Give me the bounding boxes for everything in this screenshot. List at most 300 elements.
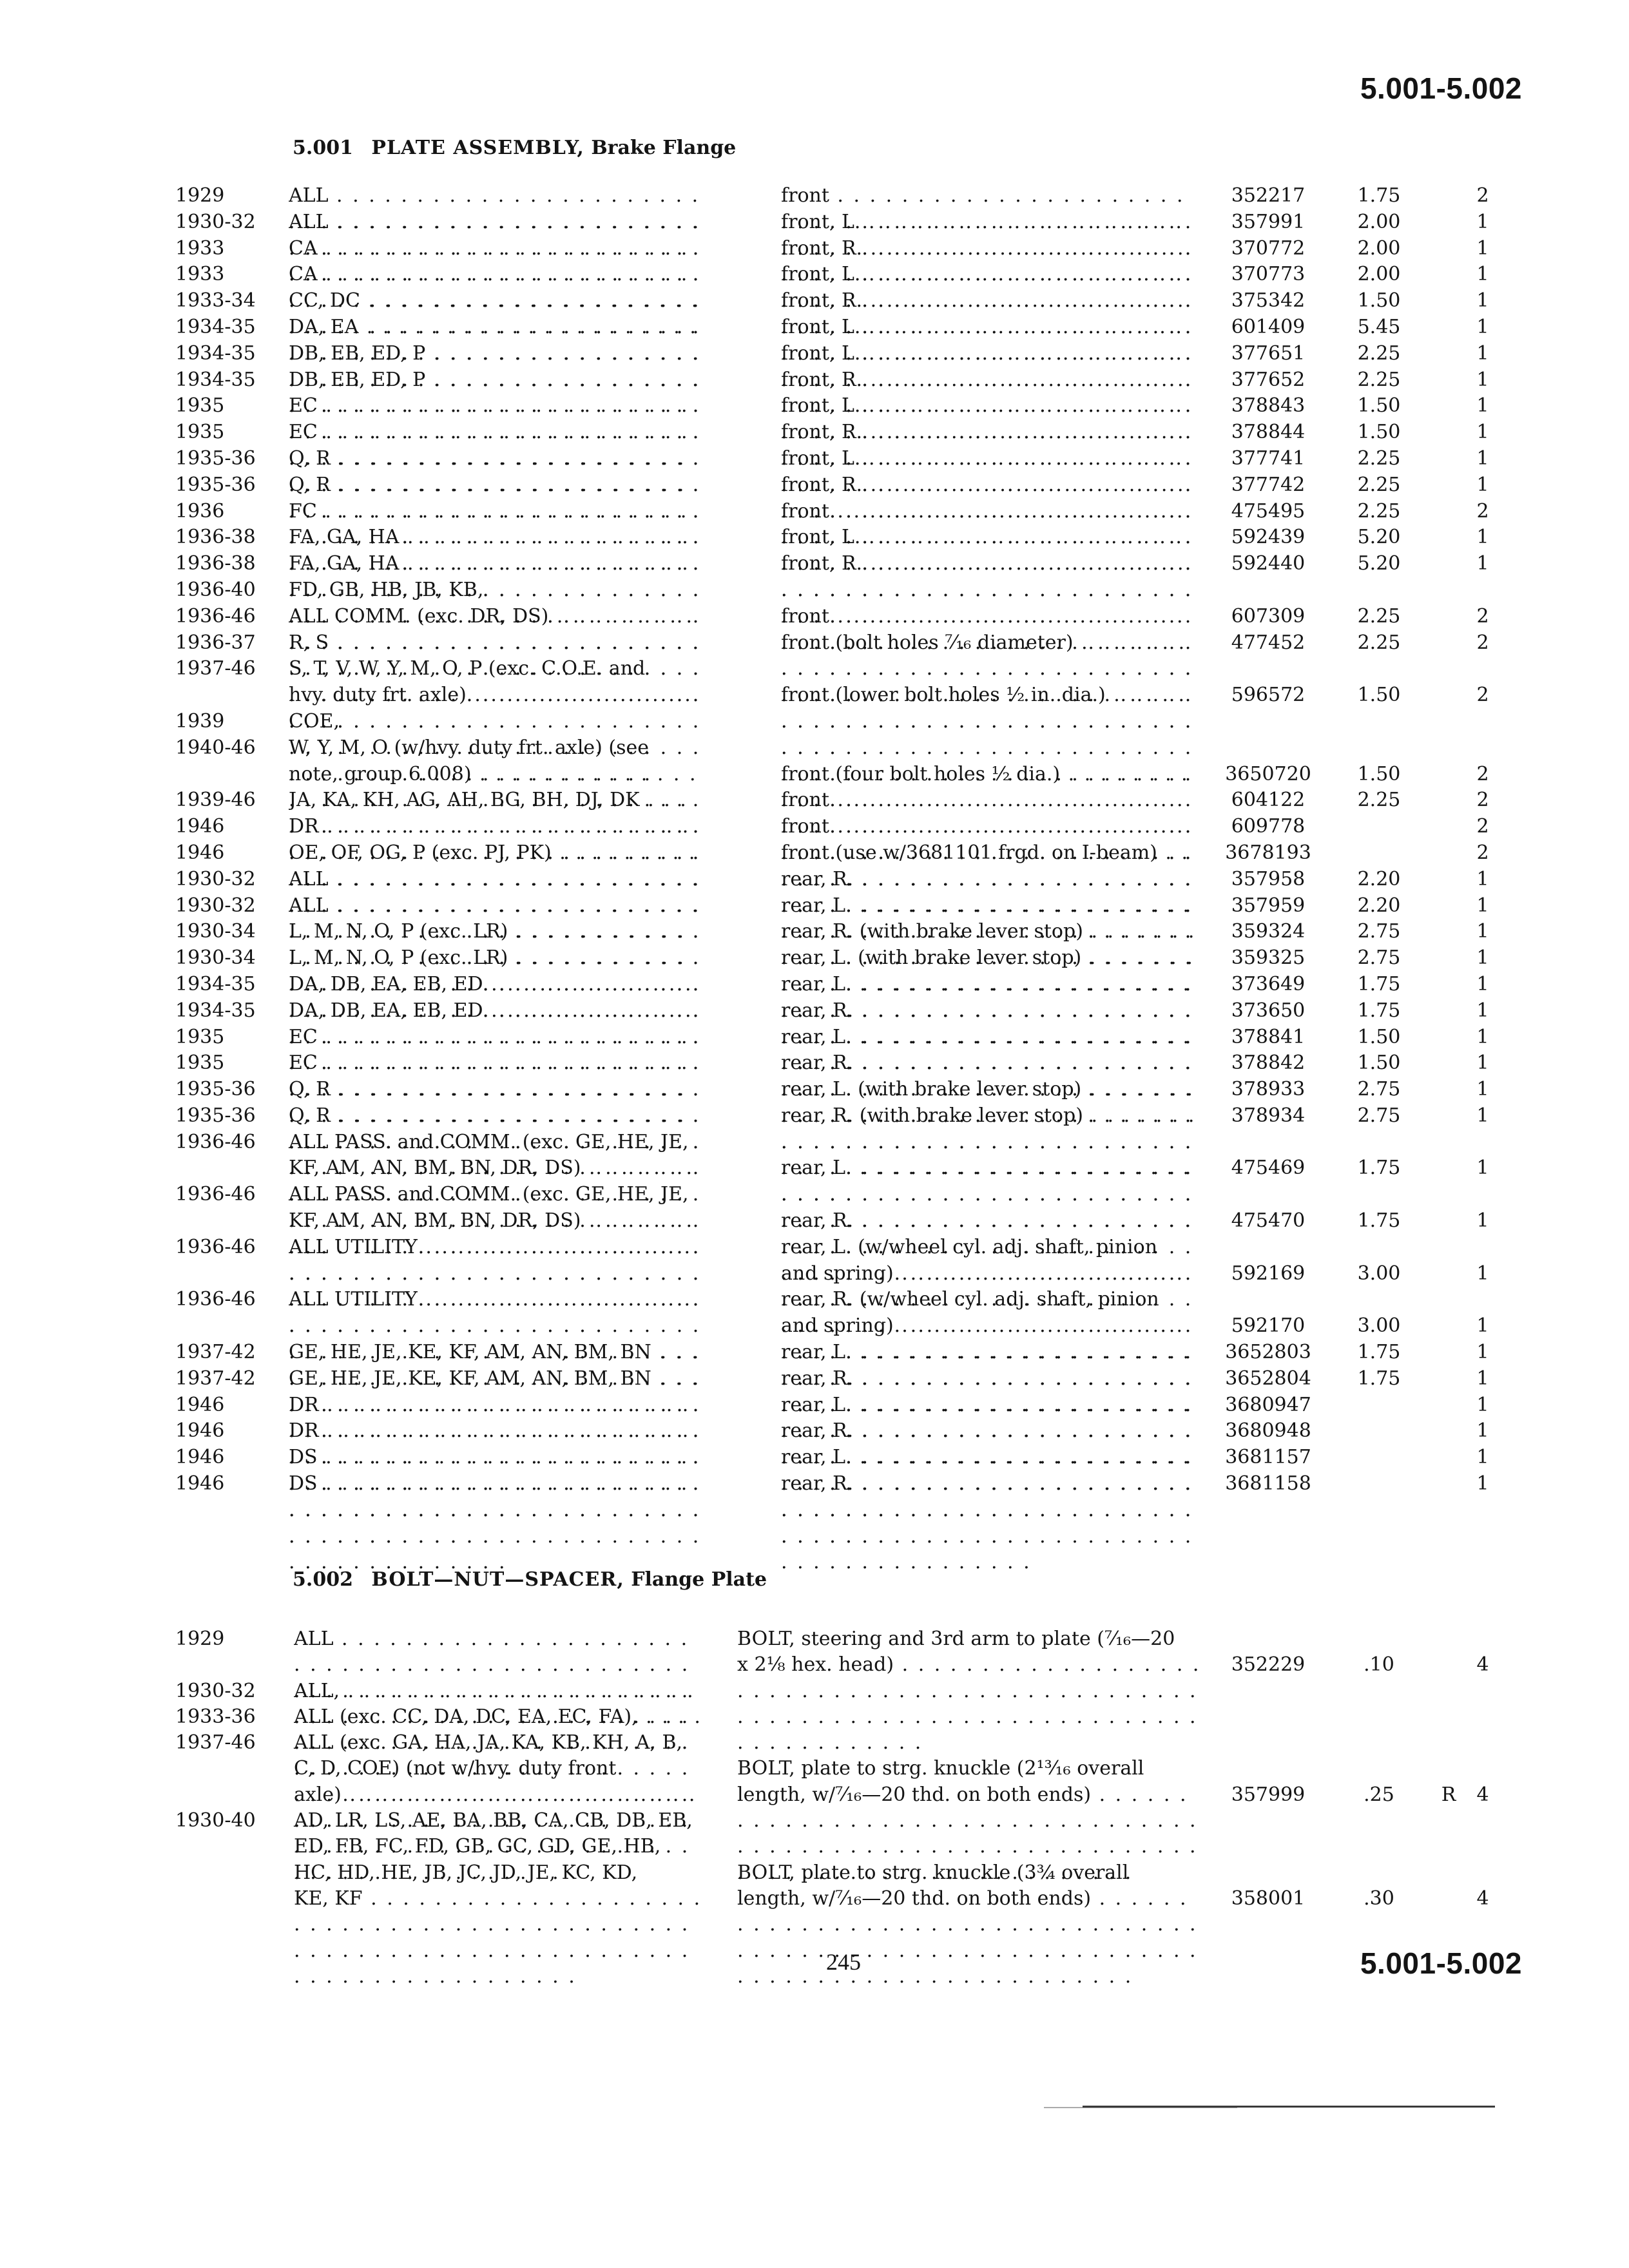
quantity-cell: 1 — [1476, 1052, 1489, 1075]
quantity-cell: 1 — [1476, 1104, 1489, 1127]
price-cell: 2.25 — [1357, 631, 1401, 654]
section-heading-5002 — [293, 1568, 767, 1591]
part-number-cell: 359324 — [1231, 920, 1306, 943]
table-row — [0, 288, 1629, 314]
table-row — [0, 236, 1629, 262]
table-row — [0, 919, 1629, 945]
part-number-cell: 3650720 — [1225, 762, 1311, 785]
models-cell: ALL . . . — [289, 183, 701, 288]
table-row — [0, 1261, 1629, 1287]
quantity-cell: 4 — [1476, 1653, 1489, 1677]
description-cell: BOLT, plate to strg. knuckle (3¾ overall — [737, 1861, 1129, 1884]
table-row — [0, 1366, 1629, 1392]
table-row — [0, 1392, 1629, 1419]
table-row — [0, 393, 1629, 419]
models-cell: KE, KF . . . — [294, 1886, 704, 1990]
table-row — [0, 367, 1629, 394]
models-cell: ALL, . . . — [294, 1678, 704, 1782]
part-number-cell: 475469 — [1231, 1157, 1306, 1180]
models-cell: ALL UTILITY . . . — [289, 1235, 701, 1340]
table-row — [0, 1652, 1629, 1678]
table-row — [0, 814, 1629, 840]
models-cell: hvy. duty frt. axle) . . . — [289, 682, 701, 787]
models-cell: R, S . . . — [289, 630, 701, 735]
description-cell: front, L. . . . — [781, 209, 1199, 314]
models-cell: note, group 6.008) . . . — [289, 762, 701, 867]
price-cell: 3.00 — [1357, 1314, 1401, 1338]
section-subtitle: Brake Flange — [591, 137, 737, 159]
table-row — [0, 1313, 1629, 1340]
year-cell: 1930-34 — [175, 920, 256, 943]
table-row — [0, 314, 1629, 341]
models-cell: W, Y, M, O (w/hvy. duty frt. axle) (see — [289, 736, 650, 759]
part-number-cell: 357959 — [1231, 894, 1306, 917]
quantity-cell: 4 — [1476, 1783, 1489, 1806]
quantity-cell: 1 — [1476, 1025, 1489, 1048]
price-cell: 5.20 — [1357, 526, 1401, 549]
price-cell: .30 — [1364, 1887, 1394, 1910]
parts-table-5001 — [0, 183, 1629, 1497]
price-cell: 2.25 — [1357, 473, 1401, 496]
price-cell: 2.00 — [1357, 210, 1401, 233]
table-row — [0, 867, 1629, 893]
models-cell: ALL . . . — [294, 1626, 704, 1730]
quantity-cell: 1 — [1476, 552, 1489, 575]
models-cell: L, M, N, O, P (exc. LR) . . . — [289, 945, 701, 1050]
part-number-cell: 475470 — [1231, 1209, 1306, 1233]
description-cell: and spring) . . . — [781, 1313, 1199, 1418]
description-cell: front, R. . . . — [781, 551, 1199, 656]
year-cell: 1930-34 — [175, 947, 256, 970]
models-cell: Q, R . . . — [289, 1103, 701, 1208]
year-cell: 1936-38 — [175, 552, 256, 575]
table-row — [0, 1730, 1629, 1756]
table-row — [0, 1103, 1629, 1129]
part-number-cell: 358001 — [1231, 1887, 1306, 1910]
description-cell: rear, L. . . . — [781, 1155, 1199, 1260]
part-number-cell: 370773 — [1231, 263, 1306, 286]
year-cell: 1934-35 — [175, 972, 256, 995]
models-cell: ALL . . . — [289, 209, 701, 314]
section-code: 5.001 — [293, 137, 353, 159]
part-number-cell: 370772 — [1231, 236, 1306, 260]
price-cell: 1.50 — [1357, 1025, 1401, 1048]
year-cell: 1930-32 — [175, 210, 256, 233]
description-cell: length, w/⁷⁄₁₆—20 thd. on both ends) . . . — [737, 1782, 1201, 1886]
year-cell: 1946 — [175, 815, 225, 838]
year-cell: 1935 — [175, 1025, 225, 1048]
year-cell: 1936-38 — [175, 526, 256, 549]
description-cell: front, L. . . . — [781, 393, 1199, 498]
year-cell: 1937-42 — [175, 1341, 256, 1364]
description-cell: front (bolt holes ⁷⁄₁₆ diameter) . . . — [781, 630, 1199, 762]
price-cell: 2.25 — [1357, 499, 1401, 523]
year-cell: 1936-46 — [175, 604, 256, 628]
table-row — [0, 419, 1629, 446]
quantity-cell: 1 — [1476, 1446, 1489, 1469]
year-cell: 1930-40 — [175, 1809, 256, 1832]
price-cell: 1.75 — [1357, 184, 1401, 207]
models-cell: ALL (exc. GA, HA, JA, KA, KB, KH, A, B, — [294, 1731, 683, 1754]
models-cell: AD, LR, LS, AE, BA, BB, CA, CB, DB, EB, — [294, 1809, 693, 1832]
models-cell: EC . . . — [289, 419, 701, 524]
table-row — [0, 1050, 1629, 1077]
year-cell: 1935 — [175, 394, 225, 418]
price-cell: 1.75 — [1357, 1367, 1401, 1390]
table-row — [0, 1340, 1629, 1366]
quantity-cell: 1 — [1476, 526, 1489, 549]
price-cell: 2.00 — [1357, 236, 1401, 260]
description-cell: rear, L. . . . — [781, 1024, 1199, 1129]
part-number-cell: 378843 — [1231, 394, 1306, 418]
part-number-cell: 3652803 — [1225, 1341, 1311, 1364]
price-cell: 1.50 — [1357, 684, 1401, 707]
table-row — [0, 1235, 1629, 1261]
part-number-cell: 357999 — [1231, 1783, 1306, 1806]
quantity-cell: 1 — [1476, 341, 1489, 365]
price-cell: 1.75 — [1357, 1209, 1401, 1233]
price-cell: 2.20 — [1357, 894, 1401, 917]
year-cell: 1937-46 — [175, 657, 256, 680]
year-cell: 1933-36 — [175, 1705, 256, 1728]
part-number-cell: 373650 — [1231, 999, 1306, 1022]
part-number-cell: 377742 — [1231, 473, 1306, 496]
description-cell: front (use w/3681101 frgd. on I-beam) . . . — [781, 840, 1199, 972]
year-cell: 1940-46 — [175, 736, 256, 759]
description-cell: rear, R. . . . — [781, 1471, 1199, 1576]
quantity-cell: 1 — [1476, 1393, 1489, 1416]
price-cell: 2.00 — [1357, 263, 1401, 286]
parts-table-5002 — [0, 1626, 1629, 1912]
description-cell: front, R. . . . — [781, 367, 1199, 472]
quantity-cell: 1 — [1476, 1157, 1489, 1180]
description-cell: front (lower bolt holes ½ in. dia.) . . . — [781, 682, 1199, 814]
quantity-cell: 2 — [1476, 815, 1489, 838]
table-row — [0, 1678, 1629, 1704]
part-number-cell: 373649 — [1231, 972, 1306, 995]
models-cell: EC . . . — [289, 1024, 701, 1129]
table-row — [0, 1155, 1629, 1182]
models-cell: EC . . . — [289, 1050, 701, 1155]
table-row — [0, 945, 1629, 972]
year-cell: 1935-36 — [175, 473, 256, 496]
price-cell: 5.20 — [1357, 552, 1401, 575]
quantity-cell: 1 — [1476, 210, 1489, 233]
part-number-cell: 357958 — [1231, 867, 1306, 890]
description-cell: front, R. . . . — [781, 288, 1199, 393]
quantity-cell: 1 — [1476, 236, 1489, 260]
quantity-cell: 2 — [1476, 184, 1489, 207]
table-row — [0, 1626, 1629, 1652]
models-cell: JA, KA, KH, AG, AH, BG, BH, DJ, DK . . . — [289, 787, 701, 919]
description-cell: front (four bolt holes ½ dia.) . . . — [781, 762, 1199, 893]
description-cell: front, L. . . . — [781, 446, 1199, 551]
models-cell: FC . . . — [289, 499, 701, 604]
page-code-header: 5.001-5.002 — [1360, 72, 1522, 105]
price-cell: 2.75 — [1357, 947, 1401, 970]
table-row — [0, 577, 1629, 604]
price-cell: 1.75 — [1357, 999, 1401, 1022]
models-cell: FA, GA, HA . . . — [289, 524, 701, 629]
table-row — [0, 893, 1629, 919]
models-cell: GE, HE, JE, KE, KF, AM, AN, BM, BN . . . — [289, 1340, 701, 1471]
models-cell: DR . . . — [289, 814, 701, 919]
models-cell: S, T, V, W, Y, M, O, P (exc. C.O.E. and — [289, 657, 646, 680]
table-row — [0, 998, 1629, 1024]
table-row — [0, 499, 1629, 525]
quantity-cell: 1 — [1476, 1314, 1489, 1338]
models-cell: CA . . . — [289, 262, 701, 367]
models-cell: GE, HE, JE, KE, KF, AM, AN, BM, BN . . . — [289, 1366, 701, 1497]
year-cell: 1933 — [175, 236, 225, 260]
part-number-cell: 592440 — [1231, 552, 1306, 575]
price-cell: 1.50 — [1357, 289, 1401, 312]
description-cell: front, L. . . . — [781, 262, 1199, 367]
quantity-cell: 1 — [1476, 920, 1489, 943]
year-cell: 1935-36 — [175, 1104, 256, 1127]
page-code-footer: 5.001-5.002 — [1360, 1946, 1522, 1980]
year-cell: 1936 — [175, 499, 225, 523]
description-cell: x 2⅛ hex. head) . . . — [737, 1652, 1201, 1756]
quantity-cell: 1 — [1476, 972, 1489, 995]
table-row — [0, 1704, 1629, 1730]
models-cell: COE, — [289, 709, 340, 733]
rule-line — [1083, 2106, 1495, 2108]
models-cell: Q, R . . . — [289, 1077, 701, 1182]
quantity-cell: 1 — [1476, 1419, 1489, 1443]
part-number-cell: 592170 — [1231, 1314, 1306, 1338]
part-number-cell: 604122 — [1231, 789, 1306, 812]
year-cell: 1937-42 — [175, 1367, 256, 1390]
part-number-cell: 596572 — [1231, 684, 1306, 707]
table-row — [0, 630, 1629, 657]
description-cell: rear, R. . . . — [781, 1418, 1199, 1523]
models-cell: CC, DC . . . — [289, 288, 701, 393]
year-cell: 1934-35 — [175, 999, 256, 1022]
section-code: 5.002 — [293, 1568, 353, 1591]
models-cell: DA, EA . . . — [289, 314, 701, 419]
price-cell: 2.20 — [1357, 867, 1401, 890]
description-cell: front, L. . . . — [781, 524, 1199, 629]
price-cell: 1.50 — [1357, 762, 1401, 785]
year-cell: 1934-35 — [175, 368, 256, 391]
year-cell: 1937-46 — [175, 1731, 256, 1754]
description-cell: front . . . — [781, 604, 1199, 709]
year-cell: 1935 — [175, 421, 225, 444]
part-number-cell: 357991 — [1231, 210, 1306, 233]
models-cell: ALL UTILITY . . . — [289, 1287, 701, 1392]
quantity-cell: 1 — [1476, 1078, 1489, 1101]
part-number-cell: 592169 — [1231, 1262, 1306, 1285]
models-cell: DA, DB, EA, EB, ED . . . — [289, 998, 701, 1103]
description-cell: front . . . — [781, 499, 1199, 604]
table-row — [0, 1471, 1629, 1497]
year-cell: 1929 — [175, 1628, 225, 1650]
description-cell: front, L. . . . — [781, 341, 1199, 446]
description-cell: rear, R. (with brake lever stop) . . . — [781, 919, 1199, 1050]
description-cell: front . . . — [781, 183, 1199, 288]
quantity-cell: 1 — [1476, 421, 1489, 444]
price-cell: .10 — [1364, 1653, 1394, 1677]
models-cell: DR . . . — [289, 1392, 701, 1497]
year-cell: 1946 — [175, 1419, 225, 1443]
models-cell: ALL (exc. CC, DA, DC, EA, EC, FA), . . . — [294, 1704, 704, 1834]
description-cell: rear, L. (w/wheel cyl. adj. shaft, pinion — [781, 1235, 1158, 1258]
table-row — [0, 656, 1629, 682]
description-cell: front, R. . . . — [781, 236, 1199, 341]
models-cell: ALL PASS. and COMM. (exc. GE, HE, JE, — [289, 1130, 689, 1153]
quantity-cell: 1 — [1476, 947, 1489, 970]
year-cell: 1936-46 — [175, 1183, 256, 1206]
table-row — [0, 209, 1629, 236]
models-cell: KF, AM, AN, BM, BN, DR, DS) . . . — [289, 1208, 701, 1340]
part-number-cell: 3680947 — [1225, 1393, 1311, 1416]
description-cell: rear, L. (with brake lever stop) . . . — [781, 945, 1199, 1077]
price-cell: 2.75 — [1357, 1104, 1401, 1127]
table-row — [0, 735, 1629, 762]
table-row — [0, 446, 1629, 472]
description-cell: BOLT, steering and 3rd arm to plate (⁷⁄₁₆—20 — [737, 1628, 1175, 1650]
part-number-cell: 3681158 — [1225, 1472, 1311, 1495]
quantity-cell: 1 — [1476, 315, 1489, 338]
quantity-cell: 1 — [1476, 447, 1489, 470]
part-number-cell: 359325 — [1231, 947, 1306, 970]
quantity-cell: 2 — [1476, 604, 1489, 628]
table-row — [0, 972, 1629, 998]
price-cell: .25 — [1364, 1783, 1394, 1806]
price-cell: 2.25 — [1357, 368, 1401, 391]
part-number-cell: 377741 — [1231, 447, 1306, 470]
models-cell: FA, GA, HA . . . — [289, 551, 701, 656]
year-cell: 1934-35 — [175, 341, 256, 365]
price-cell: 5.45 — [1357, 315, 1401, 338]
price-cell: 3.00 — [1357, 1262, 1401, 1285]
quantity-cell: 1 — [1476, 263, 1489, 286]
year-cell: 1935-36 — [175, 447, 256, 470]
models-cell: ALL COMM. (exc. DR, DS) . . . — [289, 604, 701, 735]
price-cell: 2.25 — [1357, 789, 1401, 812]
quantity-cell: 1 — [1476, 1472, 1489, 1495]
table-row — [0, 1860, 1629, 1886]
models-cell: ALL PASS. and COMM. (exc. GE, HE, JE, — [289, 1183, 689, 1206]
table-row — [0, 1808, 1629, 1834]
year-cell: 1933 — [175, 263, 225, 286]
models-cell: DR . . . — [289, 1418, 701, 1523]
models-cell: DS . . . — [289, 1445, 701, 1550]
part-number-cell: 3681157 — [1225, 1446, 1311, 1469]
table-row — [0, 1024, 1629, 1051]
table-row — [0, 472, 1629, 499]
part-number-cell: 609778 — [1231, 815, 1306, 838]
description-cell: rear, R. . . . — [781, 1208, 1199, 1313]
table-row — [0, 840, 1629, 867]
table-row — [0, 1077, 1629, 1103]
page-number: 245 — [826, 1949, 861, 1975]
part-number-cell: 352229 — [1231, 1653, 1306, 1677]
quantity-cell: 1 — [1476, 1341, 1489, 1364]
table-row — [0, 1287, 1629, 1313]
models-cell: EC . . . — [289, 393, 701, 498]
table-row — [0, 341, 1629, 367]
models-cell: ED, FB, FC, FD, GB, GC, GD, GE, HB, — [294, 1835, 661, 1858]
models-cell: ALL . . . — [289, 867, 701, 972]
part-number-cell: 3680948 — [1225, 1419, 1311, 1443]
description-cell: length, w/⁷⁄₁₆—20 thd. on both ends) . . . — [737, 1886, 1201, 1990]
quantity-cell: 4 — [1476, 1887, 1489, 1910]
models-cell: ALL . . . — [289, 893, 701, 998]
code-cell: R — [1441, 1783, 1456, 1806]
table-row — [0, 524, 1629, 551]
table-row — [0, 1756, 1629, 1782]
price-cell: 1.50 — [1357, 1052, 1401, 1075]
price-cell: 2.75 — [1357, 1078, 1401, 1101]
description-cell: rear, L. (with brake lever stop) . . . — [781, 1077, 1199, 1208]
table-row — [0, 1445, 1629, 1471]
description-cell: front . . . — [781, 787, 1199, 892]
description-cell: front, R. . . . — [781, 419, 1199, 524]
table-row — [0, 762, 1629, 788]
part-number-cell: 377652 — [1231, 368, 1306, 391]
models-cell: KF, AM, AN, BM, BN, DR, DS) . . . — [289, 1155, 701, 1287]
models-cell: DS . . . — [289, 1471, 701, 1576]
table-row — [0, 1782, 1629, 1808]
section-heading-5001 — [293, 137, 736, 159]
quantity-cell: 1 — [1476, 368, 1489, 391]
year-cell: 1935-36 — [175, 1078, 256, 1101]
year-cell: 1946 — [175, 1472, 225, 1495]
description-cell: rear, L. . . . — [781, 893, 1199, 998]
part-number-cell: 3678193 — [1225, 841, 1311, 864]
price-cell: 1.75 — [1357, 1157, 1401, 1180]
description-cell: rear, R. . . . — [781, 1366, 1199, 1471]
quantity-cell: 2 — [1476, 841, 1489, 864]
year-cell: 1936-37 — [175, 631, 256, 654]
quantity-cell: 1 — [1476, 1262, 1489, 1285]
description-cell: rear, R. . . . — [781, 867, 1199, 972]
table-row — [0, 709, 1629, 735]
year-cell: 1935 — [175, 1052, 225, 1075]
description-cell: rear, R. . . . — [781, 998, 1199, 1103]
part-number-cell: 352217 — [1231, 184, 1306, 207]
year-cell: 1929 — [175, 184, 225, 207]
description-cell: front, R. . . . — [781, 472, 1199, 577]
quantity-cell: 1 — [1476, 473, 1489, 496]
part-number-cell: 375342 — [1231, 289, 1306, 312]
table-row — [0, 787, 1629, 814]
description-cell: rear, L. . . . — [781, 972, 1199, 1077]
table-row — [0, 604, 1629, 630]
quantity-cell: 2 — [1476, 631, 1489, 654]
part-number-cell: 475495 — [1231, 499, 1306, 523]
year-cell: 1936-46 — [175, 1130, 256, 1153]
price-cell: 2.75 — [1357, 920, 1401, 943]
models-cell: FD, GB, HB, JB, KB, — [289, 578, 484, 601]
table-row — [0, 1129, 1629, 1156]
models-cell: DA, DB, EA, EB, ED . . . — [289, 972, 701, 1077]
quantity-cell: 1 — [1476, 394, 1489, 418]
price-cell: 1.50 — [1357, 421, 1401, 444]
quantity-cell: 1 — [1476, 894, 1489, 917]
models-cell: Q, R . . . — [289, 472, 701, 577]
models-cell: C, D, COE) (not w/hvy. duty front — [294, 1757, 617, 1780]
part-number-cell: 378933 — [1231, 1078, 1306, 1101]
price-cell: 2.25 — [1357, 341, 1401, 365]
section-subtitle: Flange Plate — [631, 1568, 767, 1591]
part-number-cell: 607309 — [1231, 604, 1306, 628]
year-cell: 1930-32 — [175, 894, 256, 917]
models-cell: DB, EB, ED, P . . . — [289, 367, 701, 472]
description-cell: front . . . — [781, 814, 1199, 919]
